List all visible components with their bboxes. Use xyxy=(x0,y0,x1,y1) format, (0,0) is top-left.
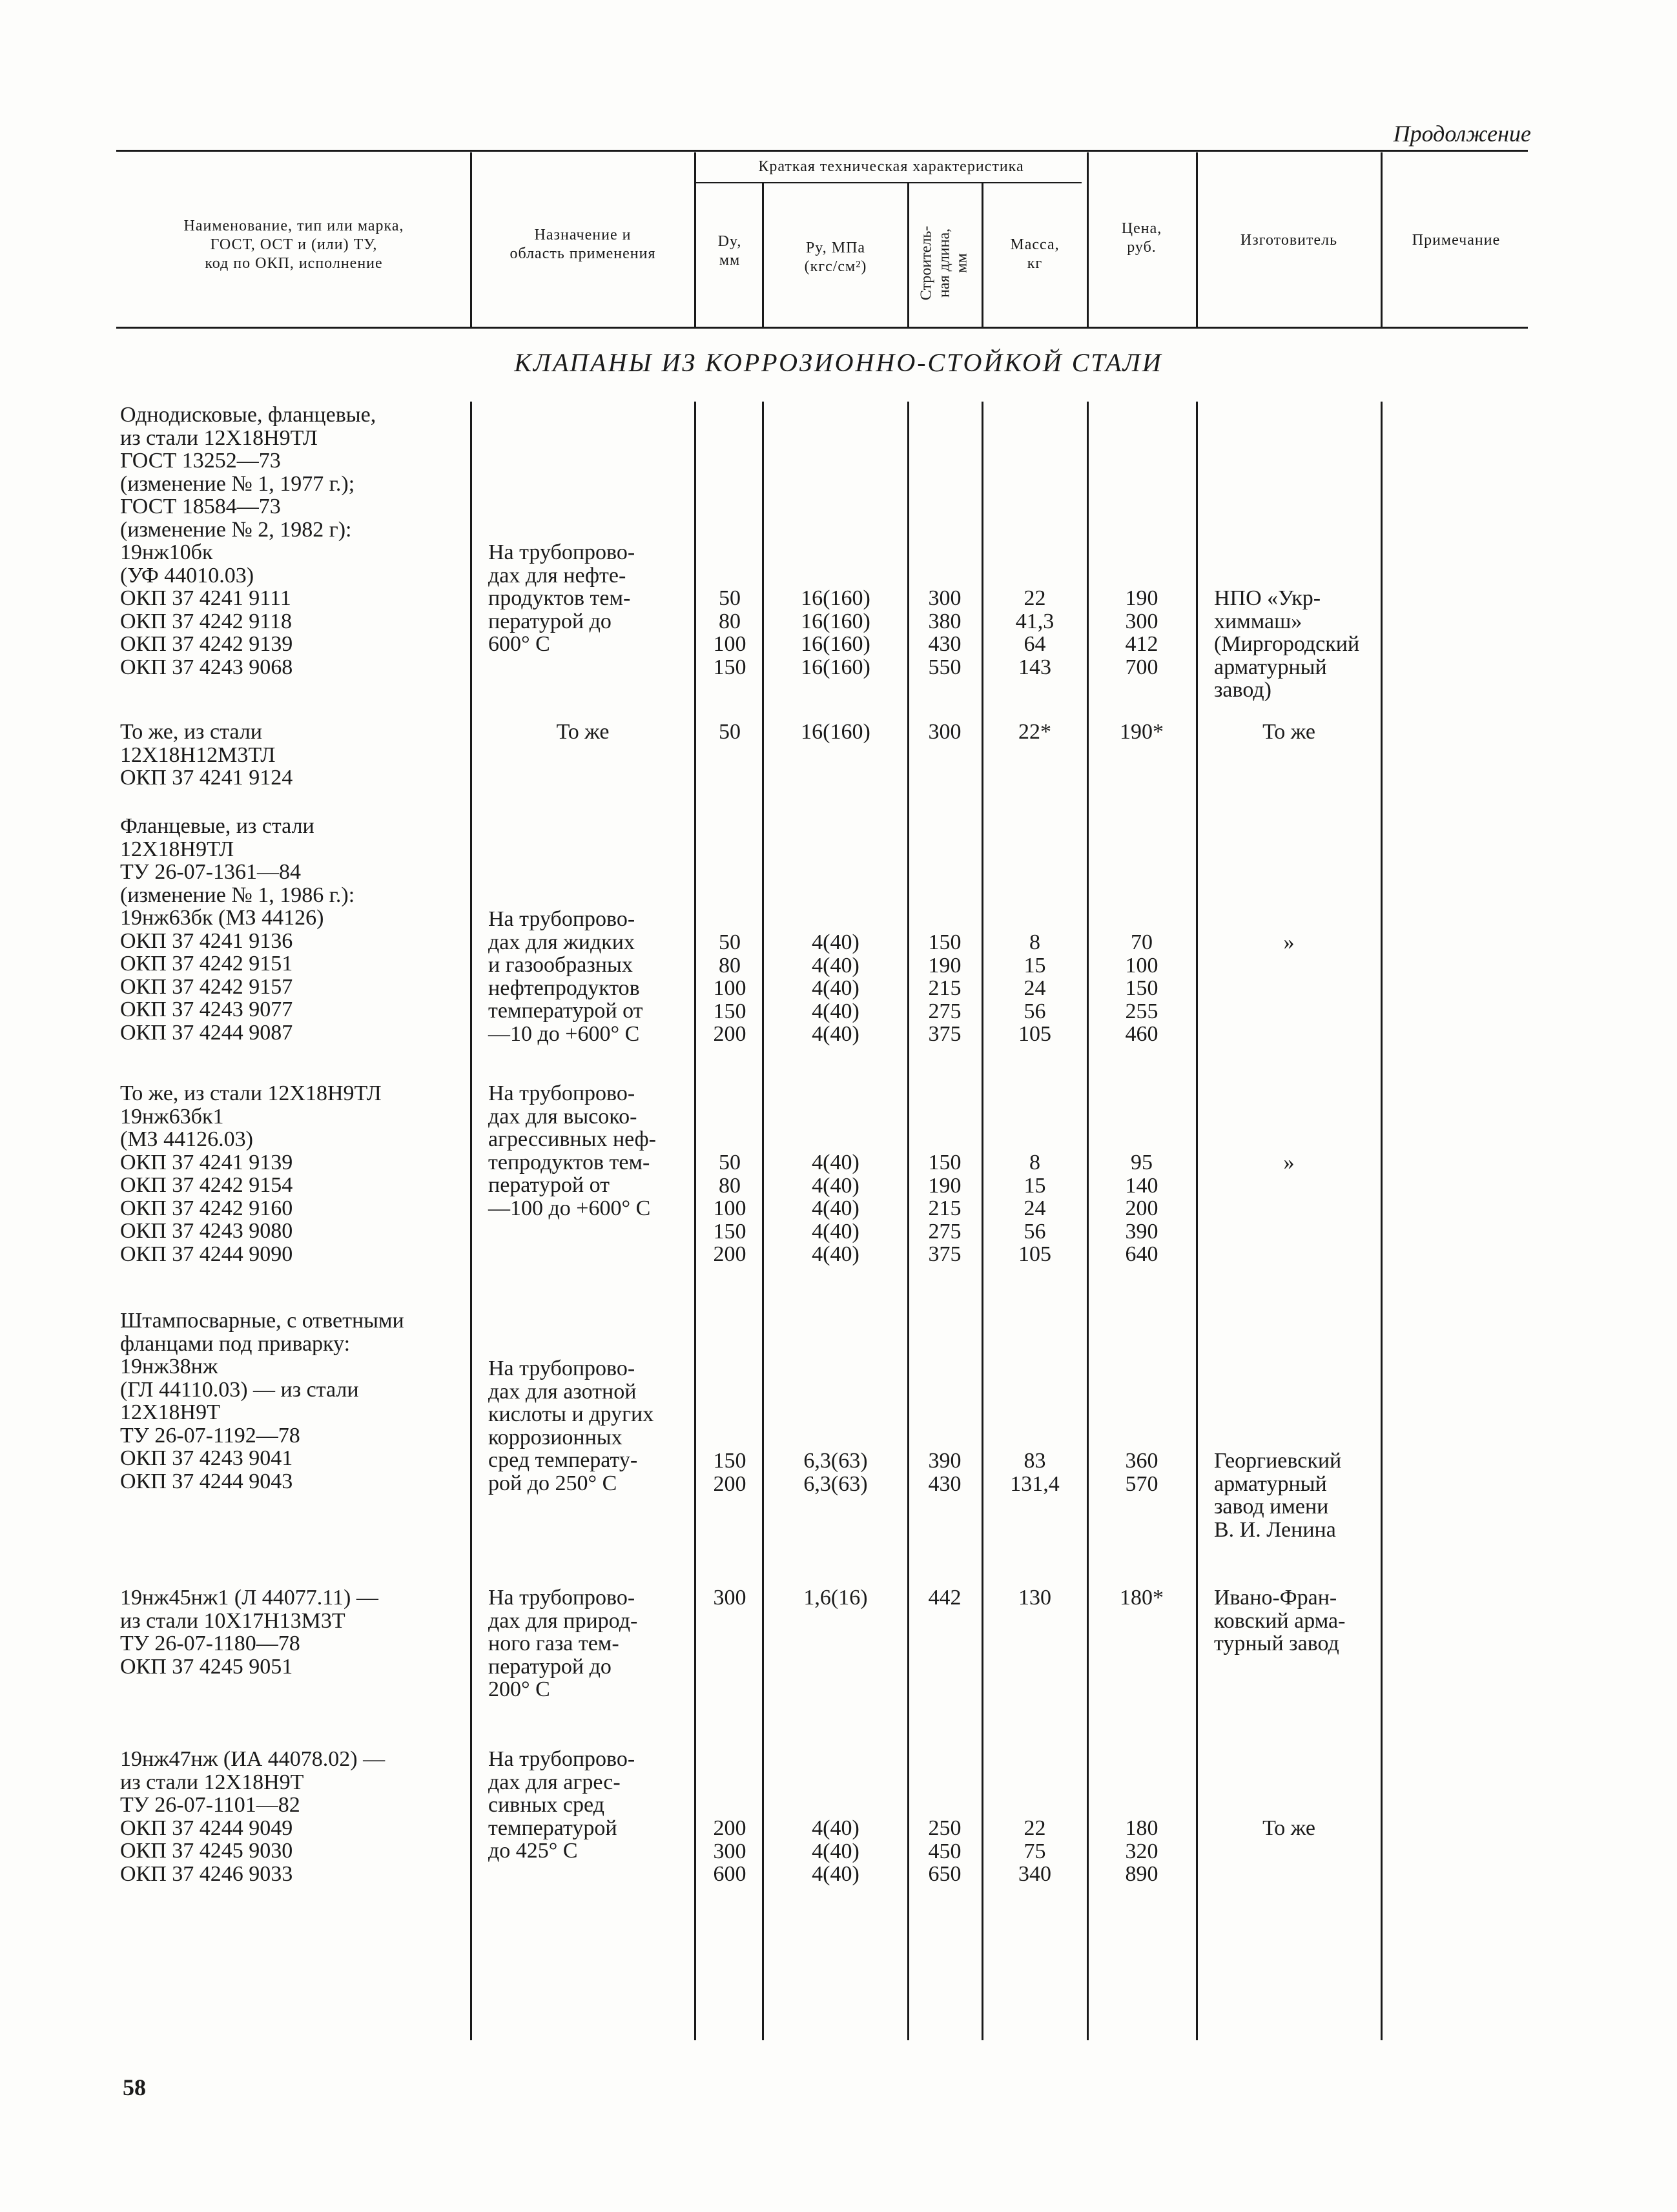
row-6-name: 19нж45нж1 (Л 44077.11) — из стали 10Х17Н13М3Т ТУ 26-07-1180—78 ОКП 37 4245 9051 xyxy=(120,1586,378,1679)
header-dy: Dy, мм xyxy=(717,233,742,269)
row-7-mass: 22 75 340 xyxy=(1018,1816,1051,1886)
header-top-rule xyxy=(116,150,1528,152)
row-7-price: 180 320 890 xyxy=(1125,1816,1158,1886)
header-purpose: Назначение и область применения xyxy=(509,227,656,262)
row-2-maker: То же xyxy=(1262,720,1315,744)
row-6-length: 442 xyxy=(928,1586,962,1610)
row-1-length: 300 380 430 550 xyxy=(928,586,962,679)
row-4-purpose: На трубопрово- дах для высоко- агрессивных неф- тепродуктов тем- пературой от —100 до +600° С xyxy=(488,1081,656,1220)
row-6-dy: 300 xyxy=(713,1586,746,1610)
row-2-dy: 50 xyxy=(719,720,741,744)
row-5-purpose: На трубопрово- дах для азотной кислоты и других коррозионных сред температу- рой до 250° С xyxy=(488,1357,654,1495)
row-7-dy: 200 300 600 xyxy=(713,1816,746,1886)
row-2-name: То же, из стали 12Х18Н12М3ТЛ ОКП 37 4241 9124 xyxy=(120,720,293,790)
row-4-py: 4(40) 4(40) 4(40) 4(40) 4(40) xyxy=(812,1151,859,1266)
body-sep-6 xyxy=(1087,402,1089,2040)
row-2-py: 16(160) xyxy=(801,720,870,744)
section-title: КЛАПАНЫ ИЗ КОРРОЗИОННО-СТОЙКОЙ СТАЛИ xyxy=(514,348,1163,377)
row-4-price: 95 140 200 390 640 xyxy=(1125,1151,1158,1266)
row-3-maker: » xyxy=(1283,930,1295,954)
row-6-mass: 130 xyxy=(1018,1586,1051,1610)
header-sep-7 xyxy=(1196,152,1198,327)
row-2-length: 300 xyxy=(928,720,962,744)
row-7-maker: То же xyxy=(1262,1816,1315,1840)
header-sep-8 xyxy=(1381,152,1383,327)
header-tech-group: Краткая техническая характеристика xyxy=(758,158,1024,175)
row-2-price: 190* xyxy=(1120,720,1164,744)
row-7-py: 4(40) 4(40) 4(40) xyxy=(812,1816,859,1886)
page-number: 58 xyxy=(123,2074,146,2100)
header-sep-5 xyxy=(982,183,983,327)
row-3-mass: 8 15 24 56 105 xyxy=(1018,930,1051,1046)
row-3-price: 70 100 150 255 460 xyxy=(1125,930,1158,1046)
row-6-purpose: На трубопрово- дах для природ- ного газа тем- пературой до 200° С xyxy=(488,1586,638,1701)
row-1-mass: 22 41,3 64 143 xyxy=(1015,586,1055,679)
row-1-py: 16(160) 16(160) 16(160) 16(160) xyxy=(801,586,870,679)
row-2-purpose: То же xyxy=(556,720,610,744)
row-3-py: 4(40) 4(40) 4(40) 4(40) 4(40) xyxy=(812,930,859,1046)
row-3-name: Фланцевые, из стали 12Х18Н9ТЛ ТУ 26-07-1361—84 (изменение № 1, 1986 г.): 19нж63бк (МЗ 44126) ОКП 37 4241 9136 ОКП 37 4242 9151 ОКП 37 4242 9157 ОКП 37 4243 9077 ОКП 37 4244 9087 xyxy=(120,814,355,1045)
body-sep-2 xyxy=(694,402,696,2040)
row-5-dy: 150 200 xyxy=(713,1449,746,1496)
row-4-maker: » xyxy=(1283,1151,1295,1174)
header-length: Строитель- ная длина, мм xyxy=(918,225,971,301)
row-6-py: 1,6(16) xyxy=(803,1586,868,1610)
body-sep-5 xyxy=(982,402,983,2040)
body-sep-1 xyxy=(470,402,472,2040)
header-sep-3 xyxy=(762,183,764,327)
header-sep-2 xyxy=(694,152,696,327)
row-1-dy: 50 80 100 150 xyxy=(713,586,746,679)
row-1-price: 190 300 412 700 xyxy=(1125,586,1158,679)
row-7-name: 19нж47нж (ИА 44078.02) — из стали 12Х18Н9Т ТУ 26-07-1101—82 ОКП 37 4244 9049 ОКП 37 4245 9030 ОКП 37 4246 9033 xyxy=(120,1747,386,1886)
row-6-maker: Ивано-Фран- ковский арма- турный завод xyxy=(1214,1586,1346,1655)
row-4-name: То же, из стали 12Х18Н9ТЛ 19нж63бк1 (МЗ 44126.03) ОКП 37 4241 9139 ОКП 37 4242 9154 ОКП 37 4242 9160 ОКП 37 4243 9080 ОКП 37 4244 9090 xyxy=(120,1081,382,1266)
row-4-mass: 8 15 24 56 105 xyxy=(1018,1151,1051,1266)
row-5-mass: 83 131,4 xyxy=(1010,1449,1060,1496)
header-sep-4 xyxy=(907,183,909,327)
row-2-mass: 22* xyxy=(1018,720,1051,744)
row-7-length: 250 450 650 xyxy=(928,1816,962,1886)
row-1-maker: НПО «Укр- химмаш» (Миргородский арматурный завод) xyxy=(1214,586,1360,702)
header-name: Наименование, тип или марка, ГОСТ, ОСТ и (или) ТУ, код по ОКП, исполнение xyxy=(183,218,404,272)
body-sep-7 xyxy=(1196,402,1198,2040)
row-1-purpose: На трубопрово- дах для нефте- продуктов тем- пературой до 600° С xyxy=(488,540,635,656)
row-5-py: 6,3(63) 6,3(63) xyxy=(803,1449,868,1496)
header-bottom-rule xyxy=(116,327,1528,329)
row-5-length: 390 430 xyxy=(928,1449,962,1496)
continuation-label: Продолжение xyxy=(1393,121,1531,147)
row-3-length: 150 190 215 275 375 xyxy=(928,930,962,1046)
header-py: Py, МПа (кгс/см²) xyxy=(804,240,867,275)
body-sep-3 xyxy=(762,402,764,2040)
row-3-dy: 50 80 100 150 200 xyxy=(713,930,746,1046)
header-sep-6 xyxy=(1087,152,1089,327)
header-note: Примечание xyxy=(1412,232,1501,249)
row-1-name: Однодисковые, фланцевые, из стали 12Х18Н9ТЛ ГОСТ 13252—73 (изменение № 1, 1977 г.); ГОСТ 18584—73 (изменение № 2, 1982 г): 19нж10бк (УФ 44010.03) ОКП 37 4241 9111 ОКП 37 4242 9118 ОКП 37 4242 9139 ОКП 37 4243 9068 xyxy=(120,403,376,679)
row-6-price: 180* xyxy=(1120,1586,1164,1610)
header-mass: Масса, кг xyxy=(1010,236,1060,272)
row-5-price: 360 570 xyxy=(1125,1449,1158,1496)
header-maker: Изготовитель xyxy=(1240,232,1338,249)
row-4-dy: 50 80 100 150 200 xyxy=(713,1151,746,1266)
row-5-maker: Георгиевский арматурный завод имени В. И. Ленина xyxy=(1214,1449,1342,1542)
row-4-length: 150 190 215 275 375 xyxy=(928,1151,962,1266)
row-5-name: Штампосварные, с ответными фланцами под приварку: 19нж38нж (ГЛ 44110.03) — из стали 12Х18Н9Т ТУ 26-07-1192—78 ОКП 37 4243 9041 ОКП 37 4244 9043 xyxy=(120,1309,404,1493)
row-3-purpose: На трубопрово- дах для жидких и газообразных нефтепродуктов температурой от —10 до +600° С xyxy=(488,907,643,1046)
body-sep-8 xyxy=(1381,402,1383,2040)
header-price: Цена, руб. xyxy=(1121,220,1162,256)
row-7-purpose: На трубопрово- дах для агрес- сивных сред температурой до 425° С xyxy=(488,1747,635,1863)
header-group-rule xyxy=(694,182,1082,183)
header-sep-1 xyxy=(470,152,472,327)
